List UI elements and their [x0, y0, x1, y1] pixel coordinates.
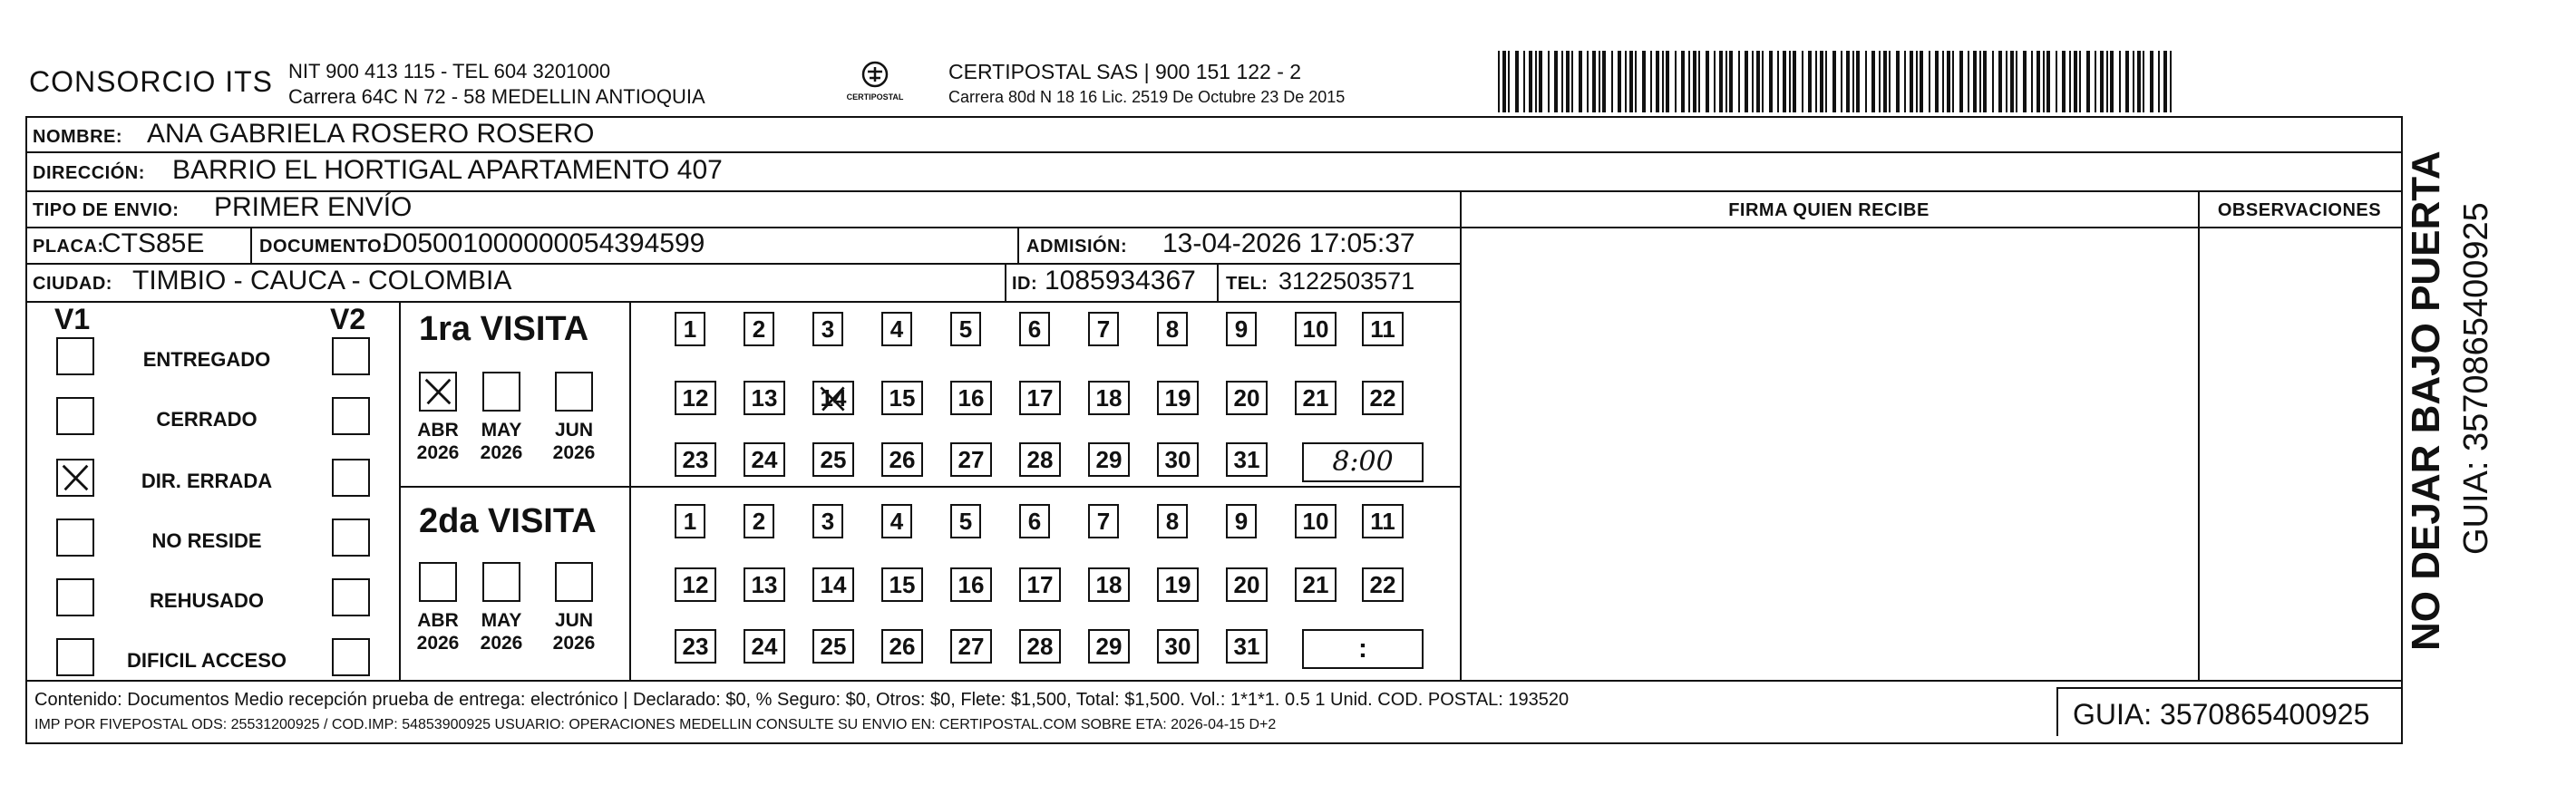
day-box[interactable]: 15 [881, 381, 923, 415]
day-box[interactable]: 3 [812, 312, 843, 346]
day-box[interactable]: 28 [1019, 629, 1061, 664]
city: TIMBIO - CAUCA - COLOMBIA [132, 266, 512, 296]
name-label: NOMBRE: [33, 127, 123, 147]
time-box[interactable]: 8:00 [1302, 442, 1424, 482]
day-box[interactable]: 19 [1157, 567, 1199, 602]
month-checkbox[interactable] [555, 372, 593, 412]
day-box[interactable]: 5 [950, 504, 981, 538]
day-box[interactable]: 5 [950, 312, 981, 346]
day-box[interactable]: 29 [1088, 629, 1130, 664]
day-box[interactable]: 22 [1362, 381, 1404, 415]
day-box[interactable]: 16 [950, 381, 992, 415]
day-box[interactable]: 23 [675, 629, 716, 664]
v1-checkbox[interactable] [56, 337, 94, 375]
day-box[interactable]: 27 [950, 629, 992, 664]
day-box[interactable]: 6 [1019, 312, 1050, 346]
day-box[interactable]: 31 [1226, 629, 1268, 664]
signature-header: FIRMA QUIEN RECIBE [1728, 200, 1930, 220]
day-box[interactable]: 15 [881, 567, 923, 602]
day-box[interactable]: 16 [950, 567, 992, 602]
check-mark-icon [816, 383, 849, 415]
v2-checkbox[interactable] [332, 459, 370, 497]
day-box[interactable]: 26 [881, 442, 923, 477]
month-checkbox[interactable] [419, 562, 457, 602]
day-box[interactable]: 9 [1226, 504, 1257, 538]
day-box[interactable]: 27 [950, 442, 992, 477]
plate: CTS85E [102, 228, 205, 258]
day-box[interactable]: 26 [881, 629, 923, 664]
first-visit-title: 1ra VISITA [419, 310, 589, 348]
day-box[interactable]: 13 [744, 381, 785, 415]
send-type-label: TIPO DE ENVIO: [33, 200, 180, 220]
v2-label: V2 [330, 303, 366, 335]
day-box[interactable]: 25 [812, 629, 854, 664]
day-box[interactable]: 31 [1226, 442, 1268, 477]
day-box[interactable]: 30 [1157, 442, 1199, 477]
day-box[interactable]: 25 [812, 442, 854, 477]
day-box[interactable]: 23 [675, 442, 716, 477]
month-label: ABR 2026 [416, 610, 460, 654]
month-checkbox[interactable] [482, 562, 520, 602]
day-box[interactable]: 6 [1019, 504, 1050, 538]
certipostal-logo [843, 56, 907, 111]
carrier-name: CERTIPOSTAL SAS | 900 151 122 - 2 [948, 60, 1302, 83]
second-visit-title: 2da VISITA [419, 502, 597, 540]
v1-checkbox[interactable] [56, 578, 94, 616]
id-label: ID: [1012, 274, 1038, 294]
day-box[interactable]: 29 [1088, 442, 1130, 477]
month-label: MAY 2026 [480, 420, 523, 464]
day-box[interactable]: 14 [812, 567, 854, 602]
day-box[interactable]: 9 [1226, 312, 1257, 346]
v2-checkbox[interactable] [332, 578, 370, 616]
address-label: DIRECCIÓN: [33, 163, 145, 183]
admission-date: 13-04-2026 17:05:37 [1162, 228, 1415, 258]
recipient-name: ANA GABRIELA ROSERO ROSERO [147, 119, 595, 149]
status-label: CERRADO [156, 408, 258, 431]
day-box[interactable]: 18 [1088, 567, 1130, 602]
day-box[interactable]: 12 [675, 381, 716, 415]
status-label: NO RESIDE [151, 529, 262, 552]
v1-checkbox[interactable] [56, 638, 94, 676]
day-box[interactable]: 17 [1019, 567, 1061, 602]
day-box[interactable]: 10 [1295, 504, 1337, 538]
day-box[interactable]: 21 [1295, 567, 1337, 602]
day-box[interactable]: 24 [744, 442, 785, 477]
v2-checkbox[interactable] [332, 638, 370, 676]
day-box[interactable]: 2 [744, 312, 774, 346]
day-box[interactable]: 20 [1226, 381, 1268, 415]
status-label: ENTREGADO [142, 348, 271, 371]
day-box[interactable]: 4 [881, 312, 912, 346]
v1-checkbox[interactable] [56, 518, 94, 557]
day-box[interactable]: 17 [1019, 381, 1061, 415]
v2-checkbox[interactable] [332, 518, 370, 557]
day-box[interactable]: 11 [1362, 504, 1404, 538]
barcode [1498, 51, 2176, 112]
footer-imp: IMP POR FIVEPOSTAL ODS: 25531200925 / COD.IMP: 54853900925 USUARIO: OPERACIONES MEDELLIN CONSULTE SU ENVIO EN: CERTIPOSTAL.COM SOBRE ETA: 2026-04-15 D+2 [34, 717, 1277, 732]
footer-guide: GUIA: 3570865400925 [2073, 698, 2370, 731]
day-box[interactable]: 7 [1088, 312, 1119, 346]
day-box[interactable]: 28 [1019, 442, 1061, 477]
month-checkbox[interactable] [482, 372, 520, 412]
day-box[interactable]: 10 [1295, 312, 1337, 346]
v2-checkbox[interactable] [332, 337, 370, 375]
day-box[interactable]: 30 [1157, 629, 1199, 664]
day-box[interactable]: 7 [1088, 504, 1119, 538]
status-label: DIFICIL ACCESO [126, 649, 287, 672]
day-box[interactable]: 8 [1157, 312, 1188, 346]
side-guide: GUIA: 3570865400925 [2457, 202, 2495, 555]
city-label: CIUDAD: [33, 274, 112, 294]
status-label: REHUSADO [150, 589, 264, 612]
day-box[interactable]: 21 [1295, 381, 1337, 415]
tel-number: 3122503571 [1278, 267, 1415, 295]
day-box[interactable]: 22 [1362, 567, 1404, 602]
status-label: DIR. ERRADA [141, 470, 273, 492]
day-box[interactable]: 1 [675, 312, 705, 346]
day-box[interactable]: 20 [1226, 567, 1268, 602]
observations-header: OBSERVACIONES [2217, 200, 2382, 220]
company-nit-tel: NIT 900 413 115 - TEL 604 3201000 [288, 60, 611, 82]
logo-text: CERTIPOSTAL [846, 92, 904, 102]
day-box[interactable]: 2 [744, 504, 774, 538]
admission-label: ADMISIÓN: [1026, 237, 1128, 257]
carrier-address: Carrera 80d N 18 16 Lic. 2519 De Octubre 23 De 2015 [948, 88, 1346, 106]
day-box[interactable]: 11 [1362, 312, 1404, 346]
recipient-address: BARRIO EL HORTIGAL APARTAMENTO 407 [172, 155, 723, 185]
footer-contents: Contenido: Documentos Medio recepción prueba de entrega: electrónico | Declarado: $0, % Seguro: $0, Otros: $0, Flete: $1,500, Total: $1,500. Vol.: 1*1*1. 0.5 1 Unid. COD. POSTAL: 193520 [34, 690, 1570, 710]
month-checkbox[interactable] [555, 562, 593, 602]
id-number: 1085934367 [1045, 266, 1196, 296]
day-box[interactable]: 13 [744, 567, 785, 602]
day-box[interactable]: 8 [1157, 504, 1188, 538]
month-label: JUN 2026 [552, 420, 596, 464]
plate-label: PLACA: [33, 237, 104, 257]
company-address: Carrera 64C N 72 - 58 MEDELLIN ANTIOQUIA [288, 85, 705, 108]
day-box[interactable]: 1 [675, 504, 705, 538]
tel-label: TEL: [1226, 274, 1269, 294]
day-box[interactable]: 12 [675, 567, 716, 602]
month-label: MAY 2026 [480, 610, 523, 654]
document-number: D05001000000054394599 [383, 228, 705, 258]
month-label: JUN 2026 [552, 610, 596, 654]
v1-label: V1 [54, 303, 91, 335]
v2-checkbox[interactable] [332, 397, 370, 435]
side-note: NO DEJAR BAJO PUERTA [2404, 150, 2448, 651]
check-mark-icon [421, 374, 455, 409]
day-box[interactable]: 18 [1088, 381, 1130, 415]
month-label: ABR 2026 [416, 420, 460, 464]
check-mark-icon [58, 460, 92, 495]
v1-checkbox[interactable] [56, 397, 94, 435]
send-type: PRIMER ENVÍO [214, 192, 413, 222]
company-name: CONSORCIO ITS [29, 65, 274, 98]
document-label: DOCUMENTO: [259, 237, 389, 257]
day-box[interactable]: 3 [812, 504, 843, 538]
day-box[interactable]: 4 [881, 504, 912, 538]
time-box[interactable]: : [1302, 629, 1424, 669]
day-box[interactable]: 19 [1157, 381, 1199, 415]
day-box[interactable]: 14 [812, 381, 854, 415]
day-box[interactable]: 24 [744, 629, 785, 664]
